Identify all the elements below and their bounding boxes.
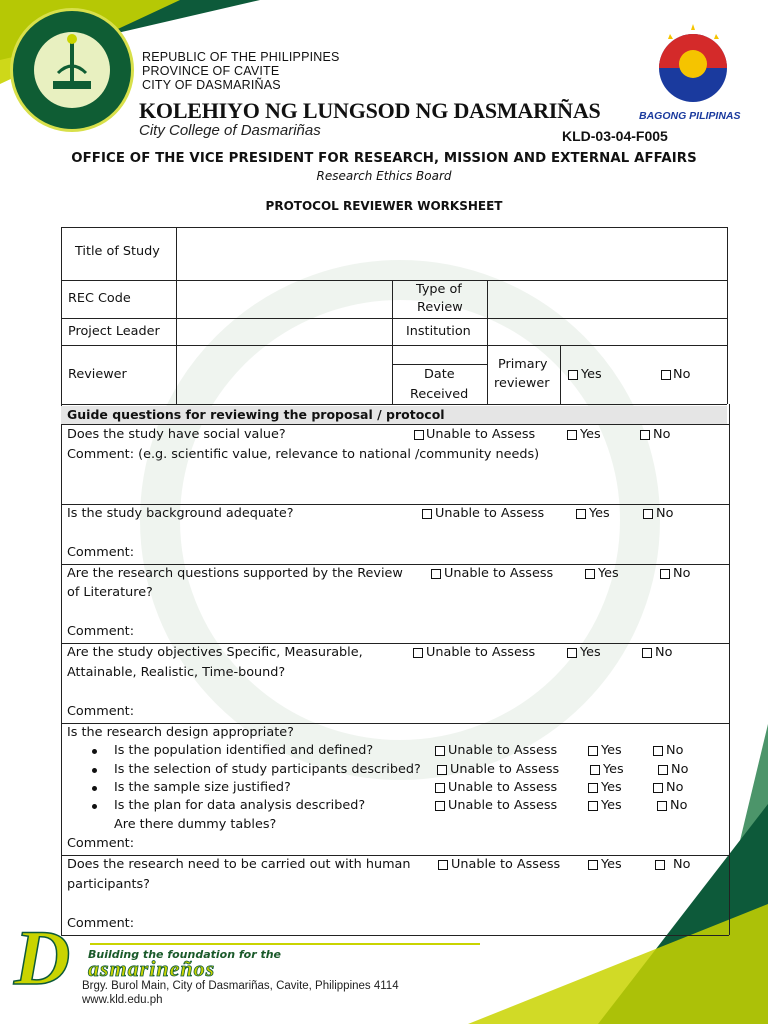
q5-item-2: Is the selection of study participants described?	[114, 762, 421, 777]
primary-reviewer-yes-label: Yes	[581, 367, 602, 382]
q5-4-no-label: No	[670, 798, 688, 813]
q3-no-label: No	[673, 566, 691, 581]
q1-unable-checkbox[interactable]	[414, 430, 424, 440]
q1-yes-checkbox[interactable]	[567, 430, 577, 440]
type-of-review-label-2: Review	[417, 300, 463, 315]
bullet-icon	[92, 749, 97, 754]
rec-code-field[interactable]	[178, 282, 390, 317]
q5-2-yes-label: Yes	[603, 762, 624, 777]
q5-2-unable-checkbox[interactable]	[437, 765, 447, 775]
q4-objectives-1: Are the study objectives Specific, Measurable,	[67, 645, 363, 660]
q5-4-yes-label: Yes	[601, 798, 622, 813]
q5-1-no-label: No	[666, 743, 684, 758]
bullet-icon	[92, 804, 97, 809]
form-code: KLD-03-04-F005	[562, 128, 668, 144]
project-leader-label: Project Leader	[68, 324, 160, 339]
bullet-icon	[92, 768, 97, 773]
q1-social-value: Does the study have social value?	[67, 427, 286, 442]
q5-4-unable-checkbox[interactable]	[435, 801, 445, 811]
q2-comment: Comment:	[67, 545, 135, 560]
q4-no-checkbox[interactable]	[642, 648, 652, 658]
q5-1-yes-checkbox[interactable]	[588, 746, 598, 756]
q5-2-no-label: No	[671, 762, 689, 777]
q5-item-4: Is the plan for data analysis described?	[114, 798, 366, 813]
footer-brand: asmarineños	[88, 956, 216, 981]
q3-yes-checkbox[interactable]	[585, 569, 595, 579]
type-of-review-label-1: Type of	[416, 282, 462, 297]
q4-unable-label: Unable to Assess	[426, 645, 536, 660]
q5-item-1: Is the population identified and defined?	[114, 743, 374, 758]
q2-yes-checkbox[interactable]	[576, 509, 586, 519]
q5-3-no-checkbox[interactable]	[653, 783, 663, 793]
q1-comment: Comment: (e.g. scientific value, relevance to national /community needs)	[67, 447, 540, 462]
q6-yes-label: Yes	[601, 857, 622, 872]
q5-1-no-checkbox[interactable]	[653, 746, 663, 756]
q6-human-participants-1: Does the research need to be carried out with human	[67, 857, 411, 872]
q4-no-label: No	[655, 645, 673, 660]
institution-label: Institution	[406, 324, 471, 339]
q5-research-design: Is the research design appropriate?	[67, 725, 294, 740]
footer-divider	[90, 943, 480, 945]
q4-objectives-2: Attainable, Realistic, Time-bound?	[67, 665, 286, 680]
q4-comment: Comment:	[67, 704, 135, 719]
q1-yes-label: Yes	[580, 427, 601, 442]
footer-address: Brgy. Burol Main, City of Dasmariñas, Cavite, Philippines 4114	[82, 980, 399, 992]
q2-unable-label: Unable to Assess	[435, 506, 545, 521]
q5-1-yes-label: Yes	[601, 743, 622, 758]
date-received-label-1: Date	[424, 367, 455, 382]
q5-2-no-checkbox[interactable]	[658, 765, 668, 775]
q2-yes-label: Yes	[589, 506, 610, 521]
reviewer-field[interactable]	[178, 347, 390, 403]
q5-3-yes-label: Yes	[601, 780, 622, 795]
primary-reviewer-yes-checkbox[interactable]	[568, 370, 578, 380]
title-of-study-field[interactable]	[178, 229, 725, 279]
type-of-review-field[interactable]	[489, 282, 725, 317]
footer-corner-accent	[468, 904, 768, 1024]
rec-code-label: REC Code	[68, 291, 131, 306]
q4-unable-checkbox[interactable]	[413, 648, 423, 658]
q5-3-yes-checkbox[interactable]	[588, 783, 598, 793]
q5-2-unable-label: Unable to Assess	[450, 762, 560, 777]
guide-heading: Guide questions for reviewing the proposal / protocol	[67, 407, 445, 422]
office-title: OFFICE OF THE VICE PRESIDENT FOR RESEARCH, MISSION AND EXTERNAL AFFAIRS	[71, 151, 697, 166]
q2-background: Is the study background adequate?	[67, 506, 294, 521]
footer-tagline: Building the foundation for the	[88, 948, 282, 961]
date-received-label-2: Received	[410, 387, 469, 402]
q1-no-checkbox[interactable]	[640, 430, 650, 440]
q3-research-questions-2: of Literature?	[67, 585, 153, 600]
bagong-pilipinas-label: BAGONG PILIPINAS	[639, 110, 741, 122]
q6-human-participants-2: participants?	[67, 877, 150, 892]
q5-3-unable-label: Unable to Assess	[448, 780, 558, 795]
q2-unable-checkbox[interactable]	[422, 509, 432, 519]
q6-comment: Comment:	[67, 916, 135, 931]
q4-yes-checkbox[interactable]	[567, 648, 577, 658]
q3-unable-label: Unable to Assess	[444, 566, 554, 581]
primary-reviewer-label-2: reviewer	[494, 376, 550, 391]
q5-4-unable-label: Unable to Assess	[448, 798, 558, 813]
q3-no-checkbox[interactable]	[660, 569, 670, 579]
province-label: PROVINCE OF CAVITE	[142, 64, 280, 78]
college-name: KOLEHIYO NG LUNGSOD NG DASMARIÑAS	[139, 98, 601, 123]
q5-item-3: Is the sample size justified?	[114, 780, 291, 795]
q2-no-label: No	[656, 506, 674, 521]
q6-unable-label: Unable to Assess	[451, 857, 561, 872]
primary-reviewer-no-checkbox[interactable]	[661, 370, 671, 380]
q5-4-yes-checkbox[interactable]	[588, 801, 598, 811]
reviewer-label: Reviewer	[68, 367, 127, 382]
bagong-pilipinas-logo	[650, 22, 736, 106]
worksheet-title: PROTOCOL REVIEWER WORKSHEET	[265, 199, 503, 213]
title-of-study-label: Title of Study	[75, 244, 160, 259]
q3-yes-label: Yes	[598, 566, 619, 581]
institution-field[interactable]	[489, 320, 725, 344]
q3-comment: Comment:	[67, 624, 135, 639]
q5-3-unable-checkbox[interactable]	[435, 783, 445, 793]
board-title: Research Ethics Board	[316, 169, 452, 183]
bullet-icon	[92, 786, 97, 791]
college-english-name: City College of Dasmariñas	[139, 122, 321, 139]
q2-no-checkbox[interactable]	[643, 509, 653, 519]
q3-research-questions-1: Are the research questions supported by the Review	[67, 566, 403, 581]
q6-unable-checkbox[interactable]	[438, 860, 448, 870]
q5-1-unable-label: Unable to Assess	[448, 743, 558, 758]
primary-reviewer-label-1: Primary	[498, 357, 548, 372]
q6-no-checkbox[interactable]	[655, 860, 665, 870]
q1-unable-label: Unable to Assess	[426, 427, 536, 442]
q5-3-no-label: No	[666, 780, 684, 795]
republic-label: REPUBLIC OF THE PHILIPPINES	[142, 50, 340, 64]
q3-unable-checkbox[interactable]	[431, 569, 441, 579]
city-label: CITY OF DASMARIÑAS	[142, 78, 281, 92]
footer-website[interactable]: www.kld.edu.ph	[82, 994, 163, 1006]
q5-2-yes-checkbox[interactable]	[590, 765, 600, 775]
footer-brand-letter: D	[14, 914, 71, 1001]
q1-no-label: No	[653, 427, 671, 442]
q6-no-label: No	[673, 857, 691, 872]
q5-dummy-tables: Are there dummy tables?	[114, 817, 277, 832]
project-leader-field[interactable]	[178, 320, 390, 344]
college-seal-logo	[10, 8, 134, 132]
q5-4-no-checkbox[interactable]	[657, 801, 667, 811]
q6-yes-checkbox[interactable]	[588, 860, 598, 870]
q5-1-unable-checkbox[interactable]	[435, 746, 445, 756]
primary-reviewer-no-label: No	[673, 367, 691, 382]
q5-comment: Comment:	[67, 836, 135, 851]
q4-yes-label: Yes	[580, 645, 601, 660]
